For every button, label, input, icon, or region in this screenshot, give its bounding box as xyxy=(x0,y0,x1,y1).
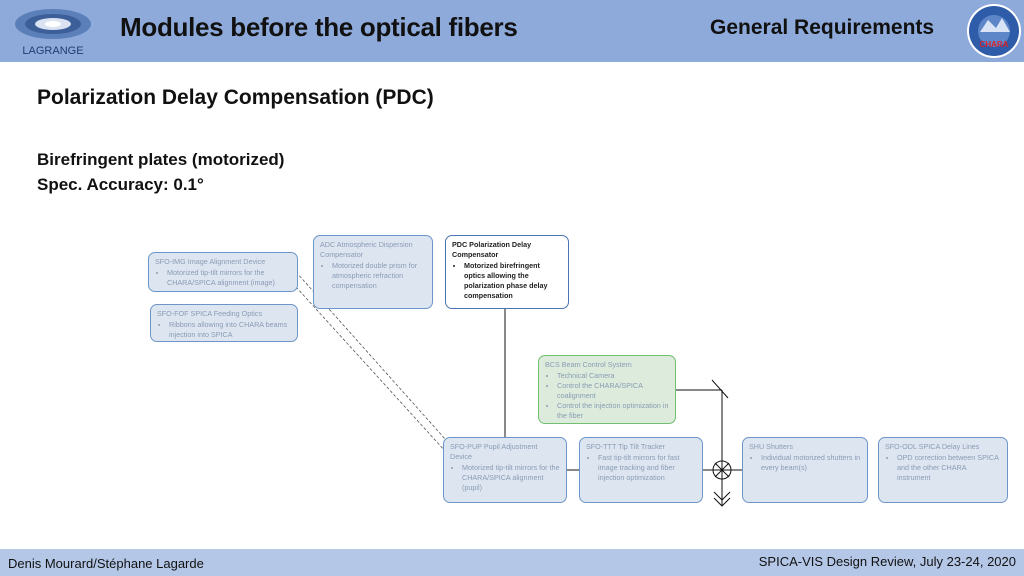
sfo-fof-title: SFO-FOF SPICA Feeding Optics xyxy=(157,309,263,318)
bcs-item-3: • Control the injection optimization in the fiber xyxy=(557,401,669,421)
sfo-ttt-title: SFO-TTT Tip Tilt Tracker xyxy=(586,442,665,451)
main-heading: Polarization Delay Compensation (PDC) xyxy=(37,86,434,109)
pdc-title: PDC Polarization Delay Compensator xyxy=(452,240,532,259)
bcs-box xyxy=(538,355,676,424)
spec-line-1: Birefringent plates (motorized) xyxy=(37,150,285,169)
svg-text:CHARA: CHARA xyxy=(979,40,1009,49)
sfo-fof-box xyxy=(150,304,298,342)
sfo-img-item: • Motorized tip-tilt mirrors for the CHARA/SPICA alignment (image) xyxy=(167,268,291,288)
spec-line-2: Spec. Accuracy: 0.1° xyxy=(37,175,204,194)
shu-box xyxy=(742,437,868,503)
bcs-item-1: • Technical Camera xyxy=(557,371,669,381)
sfo-pup-title: SFO-PUP Pupil Adjustment Device xyxy=(450,442,538,461)
svg-text:LAGRANGE: LAGRANGE xyxy=(22,45,84,57)
adc-box xyxy=(313,235,433,309)
sfo-pup-box xyxy=(443,437,567,503)
pdc-item: • Motorized birefringent optics allowing the polarization phase delay compensation xyxy=(464,261,562,301)
sfo-ttt-box xyxy=(579,437,703,503)
bcs-item-2: • Control the CHARA/SPICA coalignment xyxy=(557,381,669,401)
shu-item: • Individual motorized shutters in every beam(s) xyxy=(761,453,861,473)
pdc-box xyxy=(445,235,569,309)
sfo-fof-item: • Ribbons allowing into CHARA beams injection into SPICA xyxy=(169,320,291,340)
sfo-odl-item: • OPD correction between SPICA and the other CHARA instrument xyxy=(897,453,1001,483)
sfo-odl-box xyxy=(878,437,1008,503)
footer-authors: Denis Mourard/Stéphane Lagarde xyxy=(8,556,204,571)
sfo-ttt-item: • Fast tip-tilt mirrors for fast image tracking and fiber injection optimization xyxy=(598,453,696,483)
sfo-pup-item: • Motorized tip-tilt mirrors for the CHARA/SPICA alignment (pupil) xyxy=(462,463,560,493)
adc-item: • Motorized double prism for atmospheric refraction compensation xyxy=(332,261,426,291)
sfo-img-box xyxy=(148,252,298,292)
shu-title: SHU Shutters xyxy=(749,442,793,451)
adc-title: ADC Atmospheric Dispersion Compensator xyxy=(320,240,413,259)
bcs-title: BCS Beam Control System xyxy=(545,360,632,369)
section-label: General Requirements xyxy=(710,16,935,39)
footer-event: SPICA-VIS Design Review, July 23-24, 2020 xyxy=(758,554,1016,569)
sfo-img-title: SFO-IMG Image Alignment Device xyxy=(155,257,266,266)
sfo-odl-title: SFO-ODL SPICA Delay Lines xyxy=(885,442,980,451)
slide-title: Modules before the optical fibers xyxy=(120,12,518,42)
